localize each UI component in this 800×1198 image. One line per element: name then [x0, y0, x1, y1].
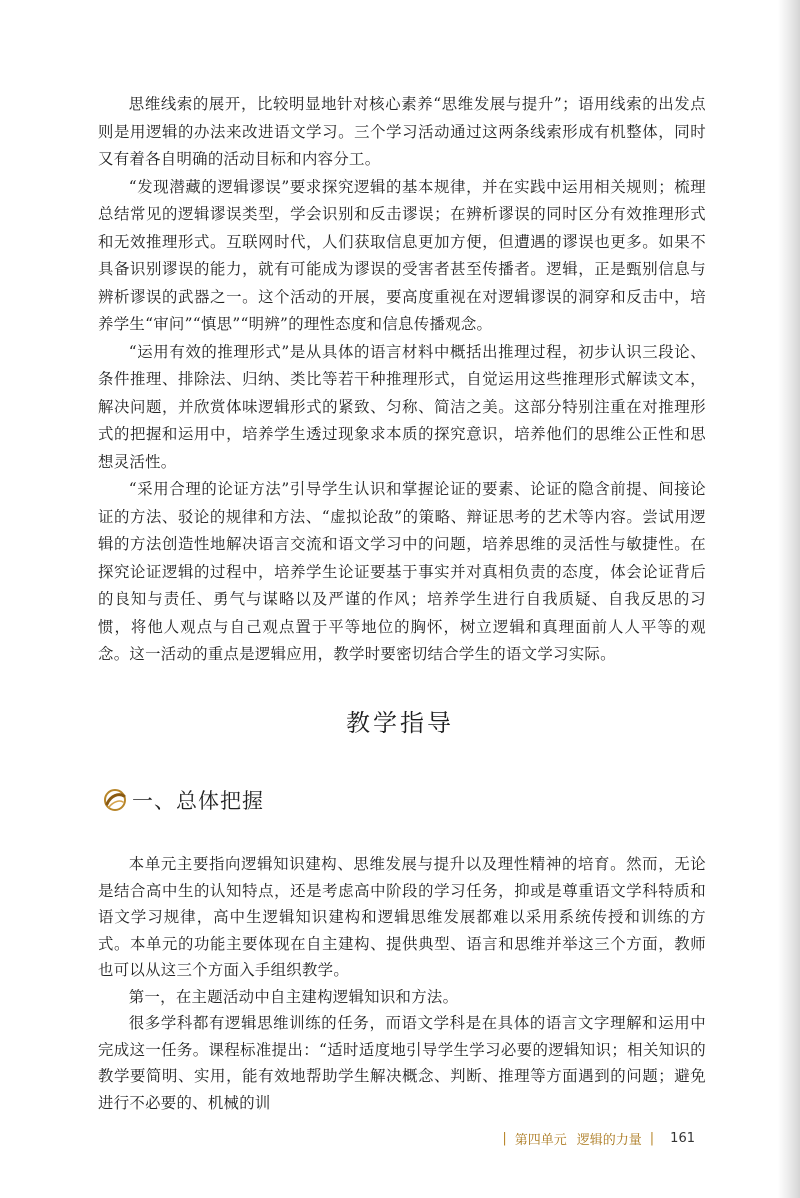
upper-body-text — [98, 91, 706, 669]
footer-divider: | — [502, 1131, 507, 1146]
footer-title: 逻辑的力量 — [576, 1133, 642, 1148]
lower-body-text — [98, 851, 706, 1116]
footer-unit: 第四单元 — [514, 1133, 567, 1148]
paragraph: “运用有效的推理形式”是从具体的语言材料中概括出推理过程，初步认识三段论、条件推理、排除法、归纳、类比等若干种推理形式，自觉运用这些推理形式解读文本，解决问题，并欣赏体味逻辑形式的紧致、匀称、简洁之美。这部分特别注重在对推理形式的把握和运用中，培养学生透过现象求本质的探究意识，培养他们的思维公正性和思想灵活性。 — [98, 342, 706, 471]
swirl-bullet-icon — [102, 787, 128, 813]
subsection-heading — [102, 784, 264, 816]
paragraph: “发现潜藏的逻辑谬误”要求探究逻辑的基本规律，并在实践中运用相关规则；梳理总结常见的逻辑谬误类型，学会识别和反击谬误；在辨析谬误的同时区分有效推理形式和无效推理形式。互联网时代，人们获取信息更加方便，但遭遇的谬误也更多。如果不具备识别谬误的能力，就有可能成为谬误的受害者甚至传播者。逻辑，正是甄别信息与辨析谬误的武器之一。这个活动的开展，要高度重视在对逻辑谬误的洞穿和反击中，培养学生“审问”“慎思”“明辨”的理性态度和信息传播观念。 — [98, 177, 706, 333]
paragraph: 思维线索的展开，比较明显地针对核心素养“思维发展与提升”；语用线索的出发点则是用逻辑的办法来改进语文学习。三个学习活动通过这两条线索形成有机整体，同时又有着各自明确的活动目标和内容分工。 — [98, 95, 706, 168]
page-number: 161 — [670, 1131, 695, 1146]
page-gutter-shadow — [778, 0, 800, 1198]
paragraph: 很多学科都有逻辑思维训练的任务，而语文学科是在具体的语言文字理解和运用中完成这一任务。课程标准提出：“适时适度地引导学生学习必要的逻辑知识；相关知识的教学要简明、实用，能有效地帮助学生解决概念、判断、推理等方面遇到的问题；避免进行不必要的、机械的训 — [98, 1014, 706, 1112]
page-footer — [494, 1129, 695, 1148]
paragraph: 第一，在主题活动中自主建构逻辑知识和方法。 — [128, 987, 459, 1006]
footer-divider: | — [649, 1131, 655, 1146]
subsection-heading-text: 一、总体把握 — [132, 789, 264, 813]
paragraph: “采用合理的论证方法”引导学生认识和掌握论证的要素、论证的隐含前提、间接论证的方法、驳论的规律和方法、“虚拟论敌”的策略、辩证思考的艺术等内容。尝试用逻辑的方法创造性地解决语言交流和语文学习中的问题，培养思维的灵活性与敏捷性。在探究论证逻辑的过程中，培养学生论证要基于事实并对真相负责的态度，体会论证背后的良知与责任、勇气与谋略以及严谨的作风；培养学生进行自我质疑、自我反思的习惯，将他人观点与自己观点置于平等地位的胸怀，树立逻辑和真理面前人人平等的观念。这一活动的重点是逻辑应用，教学时要密切结合学生的语文学习实际。 — [98, 480, 706, 663]
paragraph: 本单元主要指向逻辑知识建构、思维发展与提升以及理性精神的培育。然而，无论是结合高中生的认知特点，还是考虑高中阶段的学习任务，抑或是尊重语文学科特质和语文学习规律，高中生逻辑知识建构和逻辑思维发展都难以采用系统传授和训练的方式。本单元的功能主要体现在自主建构、提供典型、语言和思维并举这三个方面，教师也可以从这三个方面入手组织教学。 — [98, 855, 706, 979]
section-title: 教学指导 — [346, 709, 454, 737]
